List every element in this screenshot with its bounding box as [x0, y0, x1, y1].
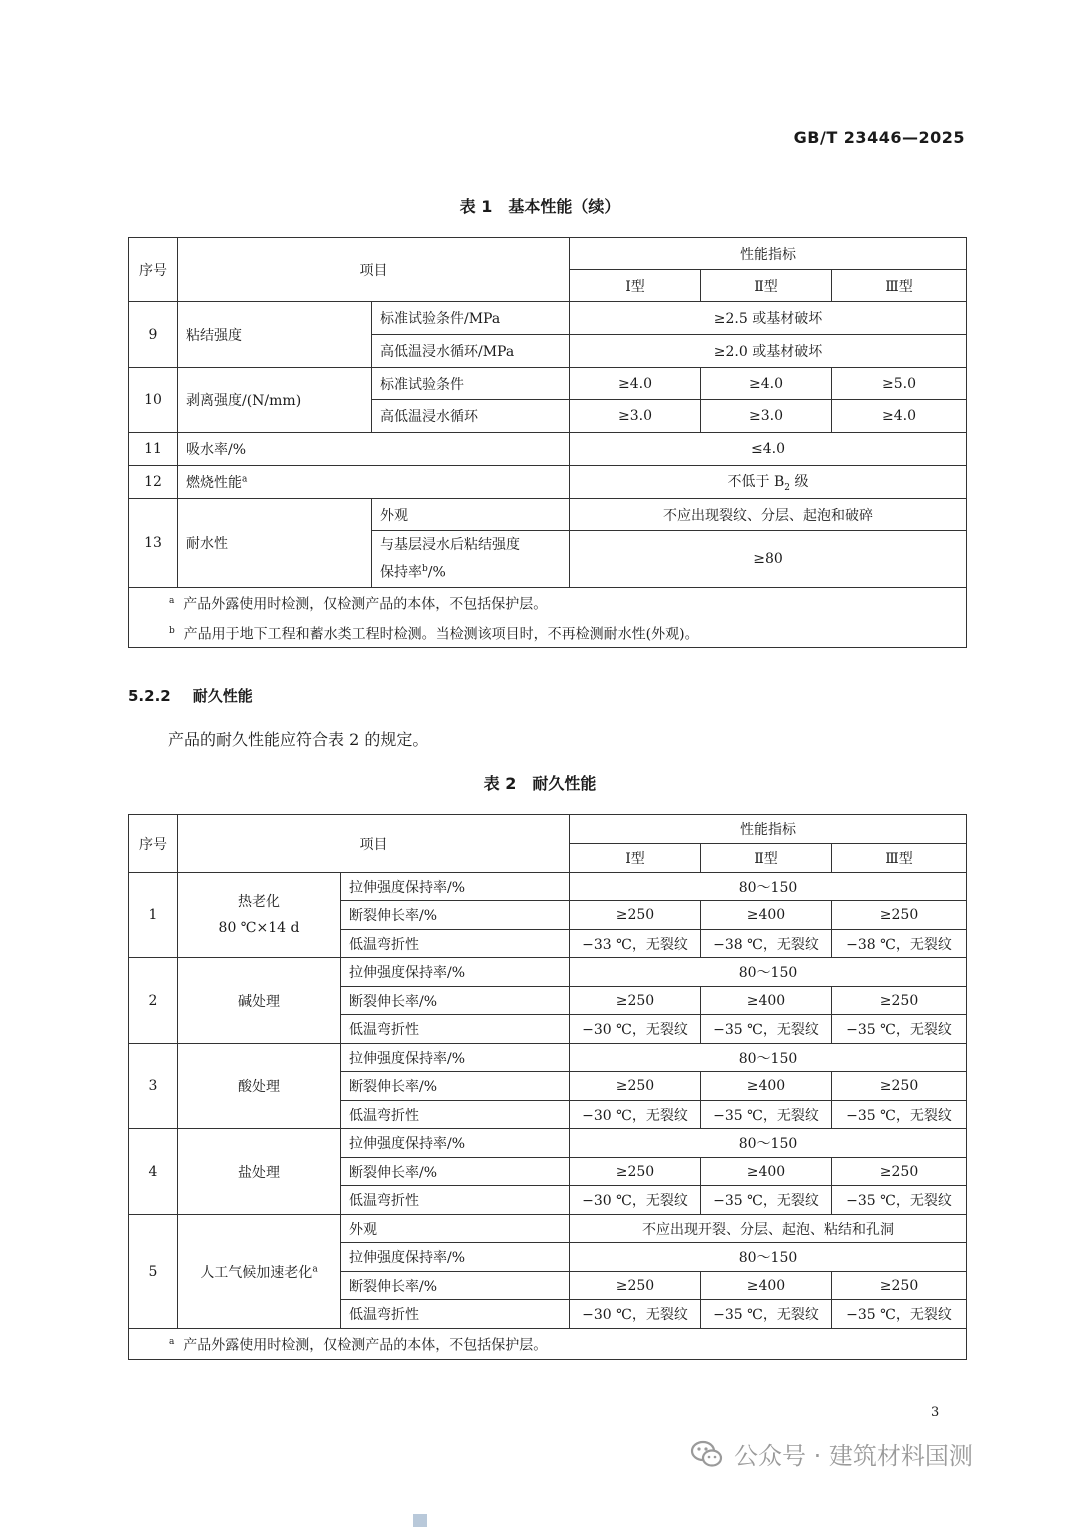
row-value-type3: ≥5.0 [832, 368, 967, 400]
row-value-type2: −35 ℃，无裂纹 [701, 1015, 832, 1044]
table1-caption [0, 194, 1080, 217]
row-value-type1: ≥250 [570, 1272, 701, 1300]
row-seq: 11 [129, 433, 178, 466]
row-sub-label: 拉伸强度保持率/% [341, 958, 570, 987]
row-sub-label: 断裂伸长率/% [341, 1158, 570, 1186]
table2-header-index: 性能指标 [570, 815, 967, 844]
section-number: 5.2.2 [128, 687, 171, 705]
row-value-type2: ≥400 [701, 1072, 832, 1101]
row-value-sub: 2 [784, 482, 791, 493]
row-sub-label: 标准试验条件 [372, 368, 570, 400]
row-value-type2: −35 ℃，无裂纹 [701, 1186, 832, 1215]
row-value: ≥2.0 或基材破坏 [570, 335, 967, 368]
note-a [169, 1329, 958, 1359]
row-sub-label: 低温弯折性 [341, 1300, 570, 1329]
page-number: 3 [931, 1405, 940, 1420]
row-item: 盐处理 [178, 1129, 341, 1215]
row-value-type1: ≥3.0 [570, 400, 701, 433]
table2-header-type1: Ⅰ型 [570, 844, 701, 873]
row-value-type2: ≥3.0 [701, 400, 832, 433]
row-item-condition: 80 ℃×14 d [218, 920, 300, 936]
row-sub-label: 高低温浸水循环/MPa [372, 335, 570, 368]
row-item [178, 1215, 341, 1329]
note-text: 产品外露使用时检测，仅检测产品的本体，不包括保护层。 [183, 1337, 548, 1354]
row-sub-label: 低温弯折性 [341, 1015, 570, 1044]
row-value-type3: −38 ℃，无裂纹 [832, 930, 967, 958]
row-seq: 12 [129, 466, 178, 499]
row-value-post: 级 [790, 474, 809, 491]
section-title: 耐久性能 [192, 687, 253, 705]
row-value-type3: −35 ℃，无裂纹 [832, 1300, 967, 1329]
row-sub-label [372, 531, 570, 588]
row-value-type2: −35 ℃，无裂纹 [701, 1101, 832, 1129]
row-value: 80～150 [570, 873, 967, 901]
table1-title: 基本性能（续） [508, 197, 621, 216]
row-value-type2: ≥400 [701, 987, 832, 1015]
table-notes [129, 1329, 967, 1360]
row-sub-label-line2: 保持率 [380, 564, 422, 581]
row-value: 80～150 [570, 1044, 967, 1072]
row-value-type1: ≥4.0 [570, 368, 701, 400]
row-value: 不应出现开裂、分层、起泡、粘结和孔洞 [570, 1215, 967, 1243]
table1 [128, 237, 967, 648]
row-sub-label: 拉伸强度保持率/% [341, 1129, 570, 1158]
note-mark: a [169, 596, 175, 606]
row-item-text: 燃烧性能 [186, 475, 242, 491]
note-text: 产品用于地下工程和蓄水类工程时检测。当检测该项目时，不再检测耐水性(外观)。 [183, 626, 699, 643]
row-value: ≥80 [570, 531, 967, 588]
row-item: 耐水性 [178, 499, 372, 588]
table-row [129, 499, 967, 531]
table2-header-type2: Ⅱ型 [701, 844, 832, 873]
row-value: 80～150 [570, 958, 967, 987]
row-item-text: 人工气候加速老化 [200, 1264, 313, 1281]
table2-header-type3: Ⅲ型 [832, 844, 967, 873]
table2-title: 耐久性能 [532, 774, 597, 793]
row-sub-label: 高低温浸水循环 [372, 400, 570, 433]
row-value: 不应出现裂纹、分层、起泡和破碎 [570, 499, 967, 531]
row-value-pre: 不低于 B [727, 474, 785, 491]
row-seq: 5 [129, 1215, 178, 1329]
row-sub-label: 拉伸强度保持率/% [341, 873, 570, 901]
wechat-icon [690, 1439, 724, 1469]
row-sub-label: 外观 [341, 1215, 570, 1243]
row-sub-label: 拉伸强度保持率/% [341, 1044, 570, 1072]
row-seq: 1 [129, 873, 178, 958]
row-value [570, 466, 967, 499]
row-value-type1: −30 ℃，无裂纹 [570, 1186, 701, 1215]
row-value-type3: ≥250 [832, 1272, 967, 1300]
table-row [129, 1044, 967, 1072]
footnote-mark: a [242, 474, 248, 485]
table2-number: 表 2 [483, 774, 517, 793]
row-sub-label: 断裂伸长率/% [341, 1072, 570, 1101]
row-value-type1: −30 ℃，无裂纹 [570, 1300, 701, 1329]
row-item: 粘结强度 [178, 302, 372, 368]
table2-header-seq: 序号 [129, 815, 178, 873]
row-value-type3: −35 ℃，无裂纹 [832, 1101, 967, 1129]
row-value: 80～150 [570, 1129, 967, 1158]
table-row [129, 368, 967, 400]
row-sub-label: 断裂伸长率/% [341, 1272, 570, 1300]
table2-notes [129, 1329, 967, 1360]
row-seq: 9 [129, 302, 178, 368]
table-row [129, 466, 967, 499]
row-value-type1: ≥250 [570, 901, 701, 930]
row-value-type3: −35 ℃，无裂纹 [832, 1186, 967, 1215]
row-value-type1: ≥250 [570, 1072, 701, 1101]
watermark-text: 公众号 · 建筑材料国测 [734, 1442, 973, 1470]
table1-notes [129, 588, 967, 648]
row-value-type2: ≥4.0 [701, 368, 832, 400]
standard-code: GB/T 23446—2025 [793, 128, 965, 147]
section-heading [128, 685, 253, 706]
table-row [129, 873, 967, 901]
table1-number: 表 1 [459, 197, 493, 216]
table1-header-seq: 序号 [129, 238, 178, 302]
row-value: ≥2.5 或基材破坏 [570, 302, 967, 335]
row-value-type3: ≥250 [832, 1072, 967, 1101]
row-value: 80～150 [570, 1243, 967, 1272]
bottom-logo-fragment [413, 1514, 427, 1527]
row-seq: 10 [129, 368, 178, 433]
note-a [169, 588, 958, 618]
note-b [169, 618, 958, 648]
table-row [129, 433, 967, 466]
table-notes [129, 588, 967, 648]
row-value-type3: ≥250 [832, 901, 967, 930]
footnote-mark: a [312, 1263, 318, 1274]
row-sub-label-line1: 与基层浸水后粘结强度 [380, 537, 520, 554]
row-value-type2: −38 ℃，无裂纹 [701, 930, 832, 958]
row-value-type3: ≥250 [832, 1158, 967, 1186]
table1-header-type1: Ⅰ型 [570, 270, 701, 302]
table-row [129, 1129, 967, 1158]
row-sub-label: 断裂伸长率/% [341, 987, 570, 1015]
row-sub-label: 拉伸强度保持率/% [341, 1243, 570, 1272]
row-value-type1: −33 ℃，无裂纹 [570, 930, 701, 958]
table1-header-index: 性能指标 [570, 238, 967, 270]
row-item: 酸处理 [178, 1044, 341, 1129]
row-sub-label: 低温弯折性 [341, 930, 570, 958]
row-value-type2: −35 ℃，无裂纹 [701, 1300, 832, 1329]
row-seq: 2 [129, 958, 178, 1044]
row-sub-label: 低温弯折性 [341, 1186, 570, 1215]
note-mark: a [169, 1337, 175, 1347]
row-value-type1: −30 ℃，无裂纹 [570, 1101, 701, 1129]
row-item: 吸水率/% [178, 433, 570, 466]
row-seq: 3 [129, 1044, 178, 1129]
row-item: 剥离强度/(N/mm) [178, 368, 372, 433]
row-value-type1: ≥250 [570, 1158, 701, 1186]
section-paragraph: 产品的耐久性能应符合表 2 的规定。 [168, 730, 429, 749]
row-value-type2: ≥400 [701, 1158, 832, 1186]
row-value-type1: ≥250 [570, 987, 701, 1015]
row-item: 碱处理 [178, 958, 341, 1044]
row-value-type3: ≥250 [832, 987, 967, 1015]
row-value-type2: ≥400 [701, 1272, 832, 1300]
table1-header-type3: Ⅲ型 [832, 270, 967, 302]
table2-header-item: 项目 [178, 815, 570, 873]
table1-header-item: 项目 [178, 238, 570, 302]
table-row [129, 958, 967, 987]
row-value-type3: ≥4.0 [832, 400, 967, 433]
note-mark: b [169, 625, 175, 636]
row-sub-label-unit: /% [427, 564, 446, 581]
watermark [690, 1436, 973, 1471]
table1-header-type2: Ⅱ型 [701, 270, 832, 302]
note-text: 产品外露使用时检测，仅检测产品的本体，不包括保护层。 [183, 596, 548, 613]
row-sub-label: 标准试验条件/MPa [372, 302, 570, 335]
row-value-type1: −30 ℃，无裂纹 [570, 1015, 701, 1044]
row-sub-label: 断裂伸长率/% [341, 901, 570, 930]
row-item [178, 873, 341, 958]
row-sub-label: 外观 [372, 499, 570, 531]
footnote-mark: b [422, 564, 428, 575]
table2-caption [0, 771, 1080, 794]
row-item [178, 466, 570, 499]
table2 [128, 814, 967, 1360]
row-value: ≤4.0 [570, 433, 967, 466]
table-row [129, 1215, 967, 1243]
row-value-type3: −35 ℃，无裂纹 [832, 1015, 967, 1044]
row-item-text: 热老化 [238, 894, 280, 910]
table-row [129, 302, 967, 335]
row-sub-label: 低温弯折性 [341, 1101, 570, 1129]
row-seq: 4 [129, 1129, 178, 1215]
row-seq: 13 [129, 499, 178, 588]
row-value-type2: ≥400 [701, 901, 832, 930]
